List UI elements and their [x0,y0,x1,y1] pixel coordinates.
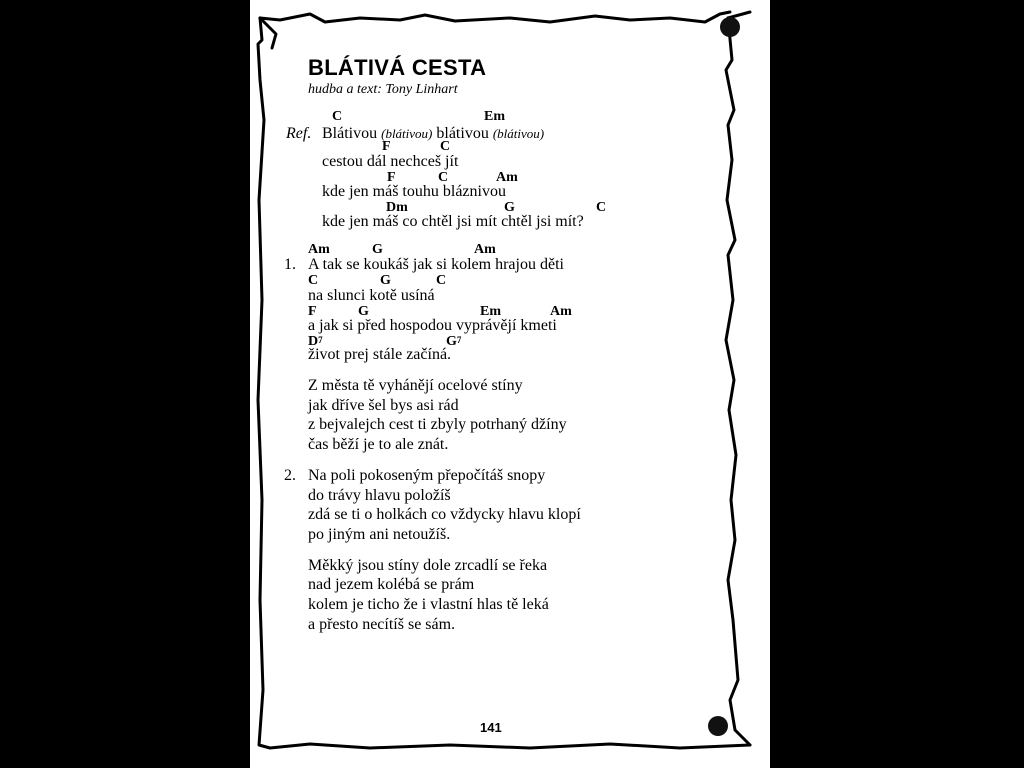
chord: F [382,139,391,154]
chord: G [380,273,391,288]
chord: Am [308,242,330,257]
lyric-line: do trávy hlavu položíš [308,487,451,504]
refrain-marker: Ref. [286,125,312,142]
chord-extension: 7 [456,335,462,345]
chord: C [596,200,607,215]
lyric-line: a jak si před hospodou vyprávějí kmeti [308,317,557,334]
lyric-line: na slunci kotě usíná [308,287,435,304]
lyric-line: z bejvalejch cest ti zbyly potrhaný džíny [308,416,567,433]
lyric-line: kolem je ticho že i vlastní hlas tě leká [308,596,549,613]
chord: C [440,139,451,154]
page-number: 141 [480,720,502,735]
chord: Am [496,170,518,185]
lyric-line: a přesto necítíš se sám. [308,616,456,633]
lyric-line: zdá se ti o holkách co vždycky hlavu klopí [308,506,581,523]
chord: Em [484,109,505,124]
lyric-line: po jiným ani netoužíš. [308,526,451,543]
lyric-line [322,125,544,143]
chord-extension: 7 [318,335,323,345]
lyric-line: jak dříve šel bys asi rád [308,397,459,414]
chord: C [438,170,449,185]
nail-top-right [720,17,740,37]
chord-root: G [446,334,457,349]
song-credits: hudba a text: Tony Linhart [308,82,458,97]
lyric-line: Z města tě vyhánějí ocelové stíny [308,377,523,394]
chord: Am [550,304,572,319]
lyric-echo: (blátivou) [381,126,433,141]
verse-marker-1: 1. [284,256,296,273]
chord: C [308,273,319,288]
lyric-line: Na poli pokoseným přepočítáš snopy [308,467,546,484]
lyric-line: kde jen máš touhu bláznivou [322,183,506,200]
verse-marker-2: 2. [284,467,296,484]
chord: C [436,273,447,288]
chord: F [308,304,317,319]
chord: G [358,304,369,319]
lyric-line: nad jezem kolébá se prám [308,576,475,593]
lyric-line: život prej stále začíná. [308,346,452,363]
song-title: BLÁTIVÁ CESTA [308,55,487,80]
songbook-page [250,0,770,768]
lyric-fragment: Blátivou [322,125,382,142]
lyric-line: A tak se koukáš jak si kolem hrajou děti [308,256,564,273]
lyric-echo: (blátivou) [492,126,545,141]
lyric-fragment: blátivou [432,125,493,142]
chord: F [387,170,396,185]
chord: G [504,200,515,215]
chord: Em [480,304,501,319]
lyric-line: kde jen máš co chtěl jsi mít chtěl jsi mít? [322,213,584,230]
chord: Dm [386,200,408,215]
chord: C [332,109,343,124]
chord: Am [474,242,496,257]
lyric-line: čas běží je to ale znát. [308,436,449,453]
lyric-line: cestou dál nechceš jít [322,153,459,170]
chord-root: D [308,334,319,349]
lyric-line: Měkký jsou stíny dole zrcadlí se řeka [308,557,548,574]
chord: G [372,242,383,257]
nail-bottom-right [708,716,728,736]
